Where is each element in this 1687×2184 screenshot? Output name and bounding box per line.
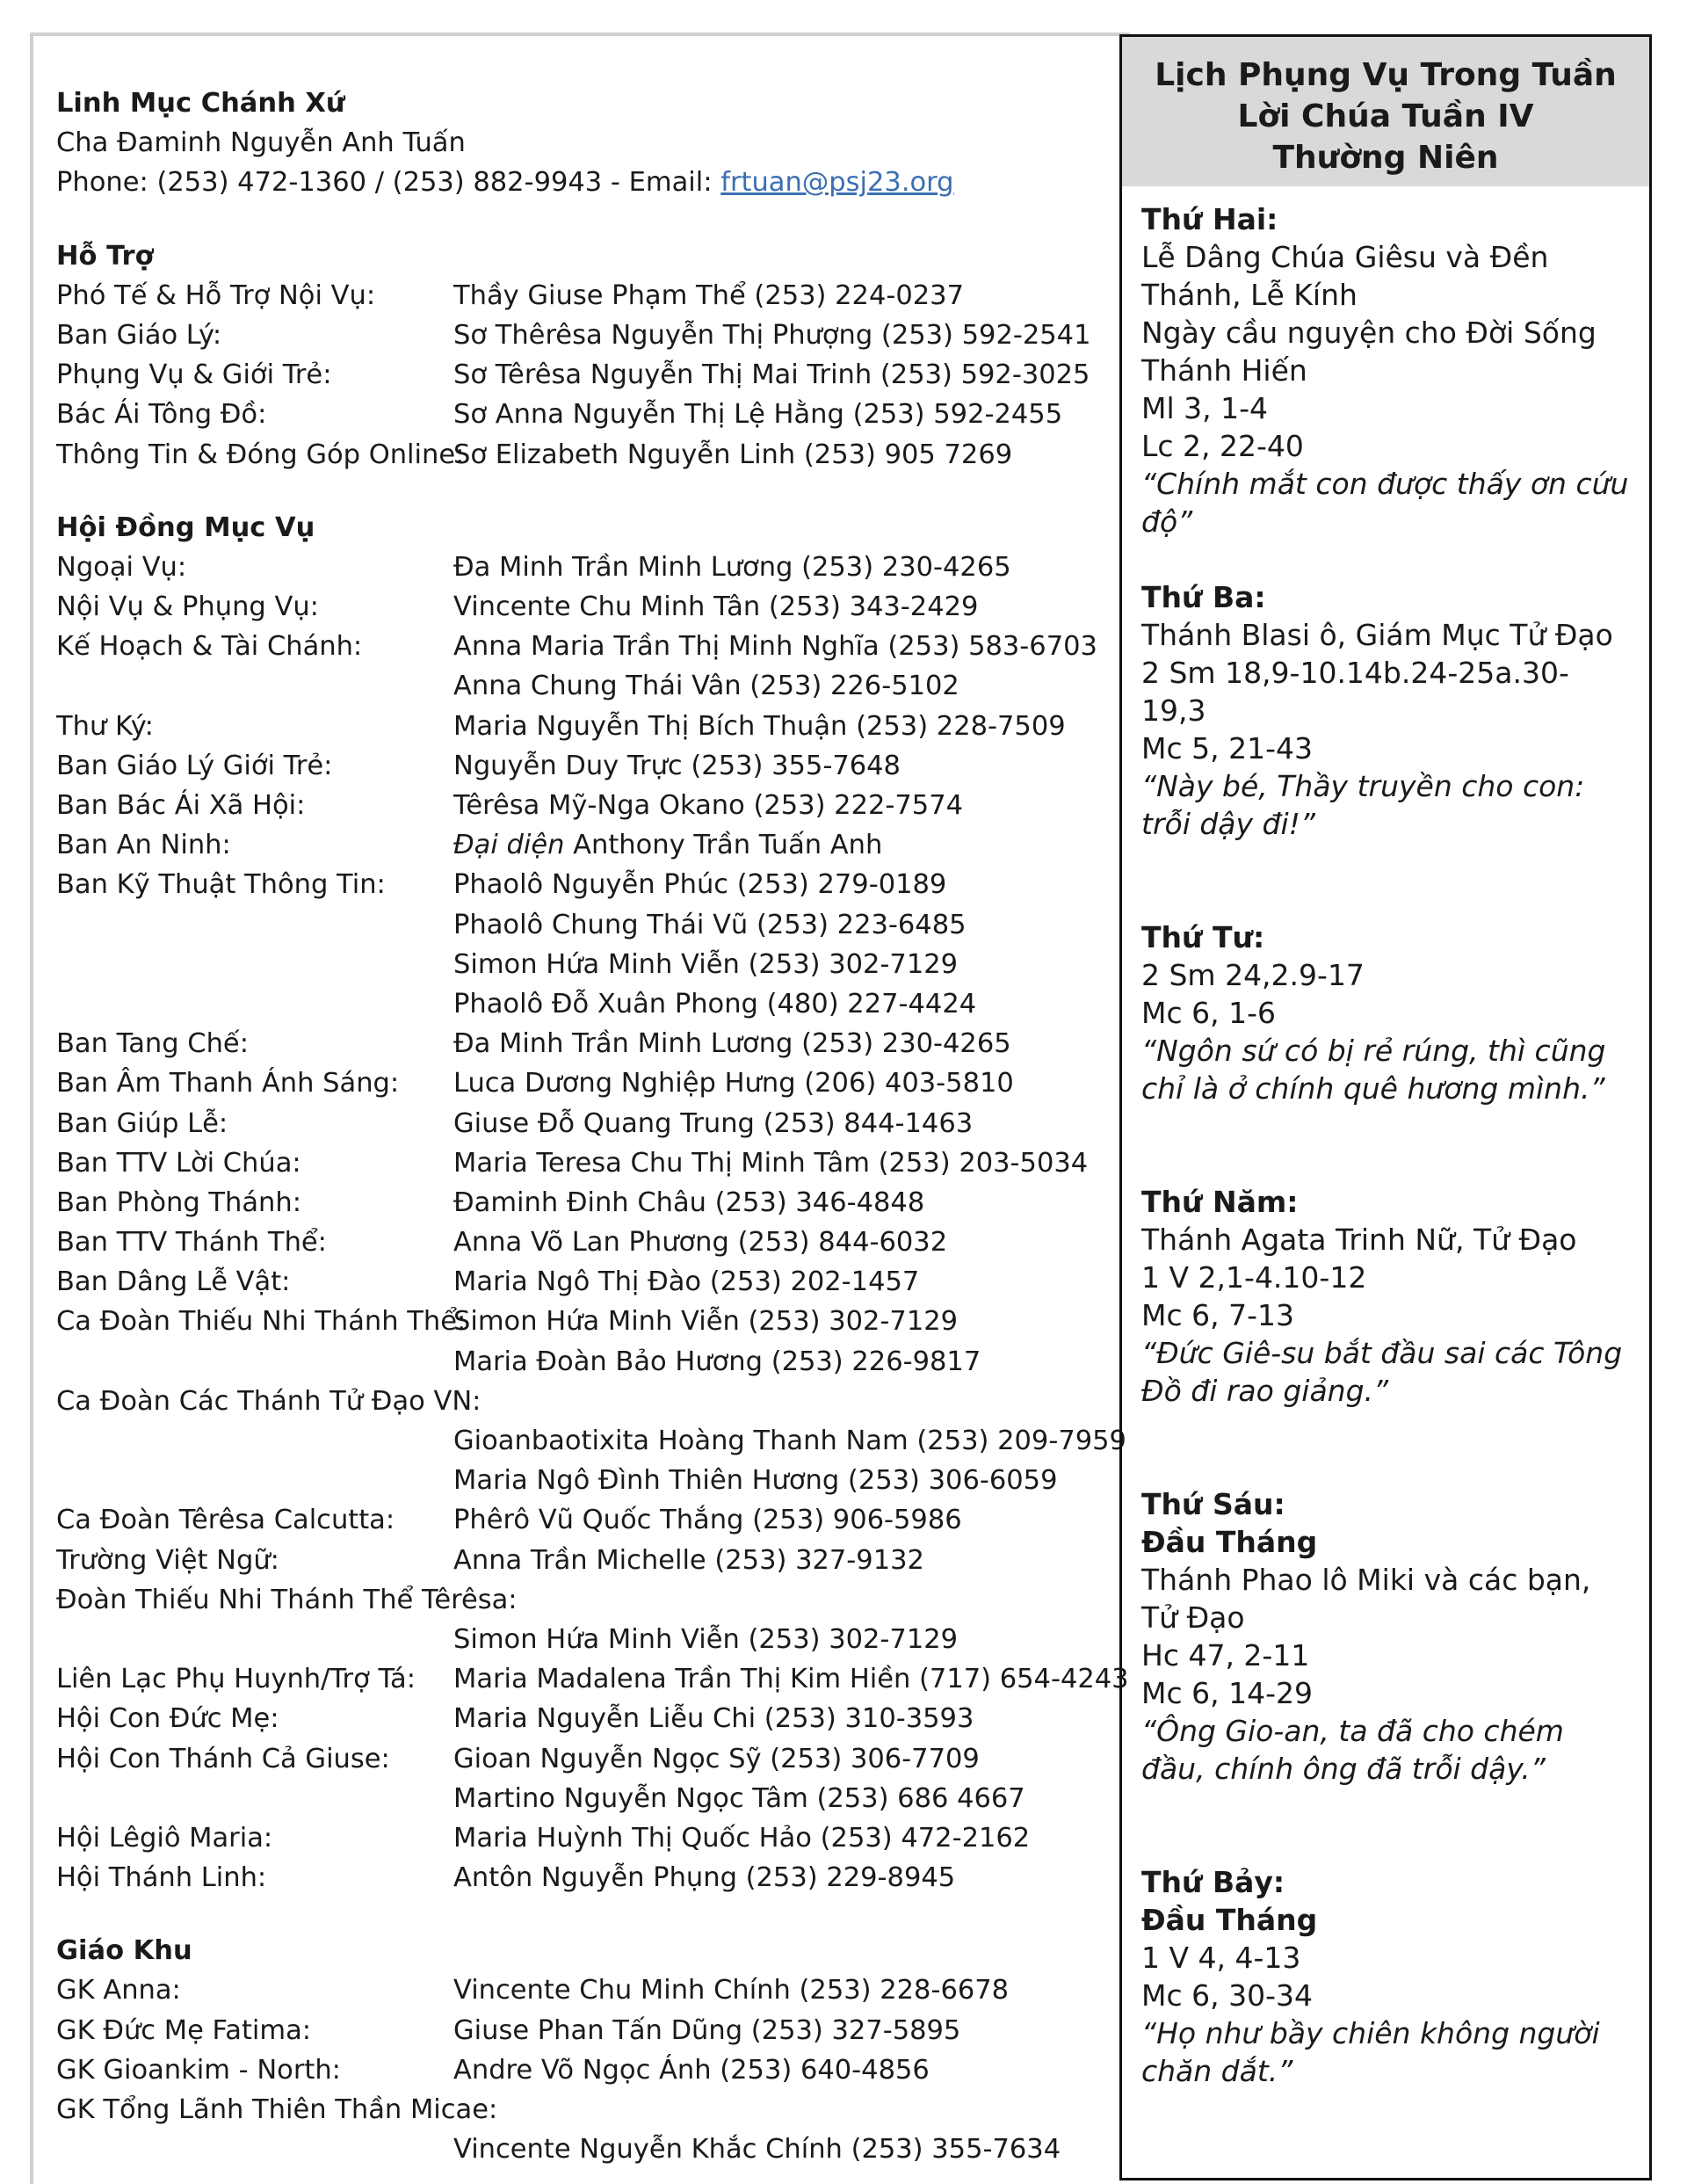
directory-row (56, 666, 1102, 706)
directory-row (56, 548, 1102, 587)
parish-directory (56, 83, 1129, 2169)
directory-row (56, 355, 1102, 395)
directory-row (56, 1541, 1102, 1580)
directory-row (56, 1104, 1102, 1143)
liturgy-header (1122, 37, 1649, 186)
directory-row (56, 1818, 1102, 1858)
liturgy-day-title: Thứ Sáu: (1141, 1487, 1285, 1521)
liturgy-title-line: Lịch Phụng Vụ Trong Tuần (1155, 57, 1617, 93)
choir-vn-member: Gioanbaotixita Hoàng Thanh Nam (253) 209-7959 (453, 1426, 1126, 1456)
directory-role: GK Anna: (56, 1975, 181, 2006)
directory-contact: Antôn Nguyễn Phụng (253) 229-8945 (453, 1862, 956, 1894)
directory-role: Ca Đoàn Têrêsa Calcutta: (56, 1505, 395, 1536)
directory-contact (453, 825, 882, 865)
directory-contact: Maria Madalena Trần Thị Kim Hiền (717) 654-4243 (453, 1664, 1129, 1695)
directory-role (56, 1779, 453, 1818)
directory-role: Hội Con Thánh Cả Giuse: (56, 1743, 390, 1774)
directory-role: Ban Phòng Thánh: (56, 1186, 301, 1218)
directory-role (56, 666, 453, 706)
directory-contact: Đa Minh Trần Minh Lương (253) 230-4265 (453, 1028, 1011, 1060)
liturgy-title-line: Thường Niên (1272, 140, 1499, 176)
youth-label: Đoàn Thiếu Nhi Thánh Thể Têrêsa: (56, 1584, 518, 1615)
directory-role: Ban Âm Thanh Ánh Sáng: (56, 1068, 400, 1099)
directory-contact: Anna Võ Lan Phương (253) 844-6032 (453, 1227, 948, 1259)
liturgy-reading: 2 Sm 18,9-10.14b.24-25a.30-19,3 (1141, 656, 1569, 728)
liturgy-reading: Ml 3, 1-4 (1141, 391, 1269, 425)
directory-row (56, 1779, 1102, 1818)
directory-contact: Giuse Phan Tấn Dũng (253) 327-5895 (453, 2014, 961, 2046)
liturgy-reading: Mc 5, 21-43 (1141, 731, 1313, 765)
directory-contact: Đaminh Đinh Châu (253) 346-4848 (453, 1186, 925, 1218)
liturgy-reading: Thánh Blasi ô, Giám Mục Tử Đạo (1141, 618, 1613, 652)
council-list-2 (56, 1500, 1102, 1579)
liturgy-day-subtitle: Đầu Tháng (1141, 1525, 1318, 1559)
directory-row (56, 1659, 1129, 1699)
directory-role: Ban Dâng Lễ Vật: (56, 1266, 291, 1298)
liturgy-quote: “Chính mắt con được thấy ơn cứu độ” (1141, 467, 1629, 539)
liturgy-reading: 1 V 4, 4-13 (1141, 1941, 1301, 1975)
directory-row (56, 1302, 1102, 1341)
directory-role: GK Gioankim - North: (56, 2054, 341, 2086)
liturgy-day (1141, 1183, 1633, 1410)
directory-row (56, 395, 1102, 434)
pastor-email-link[interactable]: frtuan@psj23.org (720, 167, 954, 199)
directory-contact: Nguyễn Duy Trực (253) 355-7648 (453, 750, 901, 781)
directory-contact: Anna Maria Trần Thị Minh Nghĩa (253) 583-6703 (453, 631, 1097, 663)
liturgy-day (1141, 918, 1633, 1107)
directory-contact: Phaolô Đỗ Xuân Phong (480) 227-4424 (453, 988, 977, 1019)
directory-row (56, 1858, 1102, 1897)
directory-role (56, 945, 453, 984)
directory-role (56, 984, 453, 1024)
pastor-heading: Linh Mục Chánh Xứ (56, 88, 345, 119)
directory-role: Ban TTV Thánh Thể: (56, 1227, 327, 1259)
directory-contact: Simon Hứa Minh Viễn (253) 302-7129 (453, 948, 959, 980)
directory-row (56, 1063, 1102, 1103)
choir-vn-member: Maria Ngô Đình Thiên Hương (253) 306-6059 (453, 1465, 1058, 1497)
support-heading: Hỗ Trợ (56, 240, 154, 272)
directory-contact: Phaolô Nguyễn Phúc (253) 279-0189 (453, 869, 947, 901)
page-left-rule (30, 33, 33, 2184)
page-top-rule (30, 33, 1130, 36)
directory-contact: Thầy Giuse Phạm Thể (253) 224-0237 (453, 279, 964, 311)
directory-contact: Sơ Anna Nguyễn Thị Lệ Hằng (253) 592-2455 (453, 399, 1063, 431)
directory-row (56, 587, 1102, 627)
directory-row (56, 746, 1102, 786)
liturgy-reading: Lc 2, 22-40 (1141, 429, 1304, 463)
liturgy-reading: Thánh Phao lô Miki và các bạn, Tử Đạo (1141, 1563, 1591, 1635)
directory-role: Kế Hoạch & Tài Chánh: (56, 631, 363, 663)
directory-role: Trường Việt Ngữ: (56, 1544, 279, 1576)
directory-row (56, 1739, 1102, 1779)
liturgy-reading: Thánh Agata Trinh Nữ, Tử Đạo (1141, 1223, 1577, 1257)
directory-row (56, 316, 1102, 355)
liturgy-title-line: Lời Chúa Tuần IV (1237, 98, 1534, 134)
directory-role: Ban Tang Chế: (56, 1028, 249, 1060)
directory-role: Ban Kỹ Thuật Thông Tin: (56, 869, 386, 901)
directory-contact: Maria Ngô Thị Đào (253) 202-1457 (453, 1266, 920, 1298)
directory-contact: Maria Nguyễn Thị Bích Thuận (253) 228-7509 (453, 710, 1066, 742)
directory-contact: Maria Teresa Chu Thị Minh Tâm (253) 203-5034 (453, 1147, 1089, 1179)
directory-contact: Luca Dương Nghiệp Hưng (206) 403-5810 (453, 1068, 1014, 1099)
liturgy-days (1122, 186, 1649, 2090)
directory-contact: Vincente Chu Minh Tân (253) 343-2429 (453, 591, 979, 623)
directory-row (56, 945, 1102, 984)
directory-role: Ban An Ninh: (56, 830, 231, 861)
liturgy-day-subtitle: Đầu Tháng (1141, 1903, 1318, 1937)
directory-contact: Andre Võ Ngọc Ánh (253) 640-4856 (453, 2054, 930, 2086)
directory-role: Nội Vụ & Phụng Vụ: (56, 591, 319, 623)
directory-role: Hội Con Đức Mẹ: (56, 1703, 279, 1735)
directory-contact-note: Đại diện (453, 830, 565, 861)
directory-role: Ban TTV Lời Chúa: (56, 1147, 301, 1179)
liturgy-day (1141, 1863, 1633, 2090)
directory-contact: Maria Nguyễn Liễu Chi (253) 310-3593 (453, 1703, 974, 1735)
liturgy-day-title: Thứ Ba: (1141, 580, 1266, 614)
pastor-contact-text: Phone: (253) 472-1360 / (253) 882-9943 - Email: (56, 167, 721, 199)
council-list (56, 548, 1102, 1382)
zones-heading: Giáo Khu (56, 1935, 192, 1967)
directory-row (56, 707, 1102, 746)
directory-contact: Anna Trần Michelle (253) 327-9132 (453, 1544, 924, 1576)
liturgy-reading: 1 V 2,1-4.10-12 (1141, 1260, 1367, 1295)
directory-role: Phụng Vụ & Giới Trẻ: (56, 359, 332, 391)
liturgy-day (1141, 200, 1633, 541)
directory-row (56, 1223, 1102, 1262)
directory-role: Ca Đoàn Thiếu Nhi Thánh Thể: (56, 1306, 467, 1338)
directory-row (56, 1970, 1102, 2010)
directory-row (56, 1183, 1102, 1223)
directory-row (56, 276, 1102, 316)
liturgy-reading: Hc 47, 2-11 (1141, 1638, 1310, 1672)
directory-role: Thư Ký: (56, 710, 154, 742)
directory-role: Ngoại Vụ: (56, 551, 187, 583)
directory-contact: Phaolô Chung Thái Vũ (253) 223-6485 (453, 909, 967, 940)
directory-row (56, 2011, 1102, 2050)
micae-member: Vincente Nguyễn Khắc Chính (253) 355-7634 (453, 2134, 1061, 2166)
directory-row (56, 825, 1102, 865)
liturgy-panel (1119, 34, 1652, 2180)
directory-role (56, 905, 453, 945)
liturgy-quote: “Đức Giê-su bắt đầu sai các Tông Đồ đi rao giảng.” (1141, 1336, 1623, 1408)
directory-role: Ban Giáo Lý: (56, 319, 222, 351)
directory-contact: Simon Hứa Minh Viễn (253) 302-7129 (453, 1306, 959, 1338)
directory-contact: Sơ Elizabeth Nguyễn Linh (253) 905 7269 (453, 439, 1013, 470)
directory-role: Phó Tế & Hỗ Trợ Nội Vụ: (56, 279, 376, 311)
council-heading: Hội Đồng Mục Vụ (56, 512, 315, 543)
liturgy-reading: Mc 6, 14-29 (1141, 1676, 1313, 1710)
liturgy-day-title: Thứ Hai: (1141, 202, 1278, 236)
directory-contact: Phêrô Vũ Quốc Thắng (253) 906-5986 (453, 1505, 962, 1536)
pastor-name: Cha Đaminh Nguyễn Anh Tuấn (56, 127, 466, 159)
directory-role: Hội Lêgiô Maria: (56, 1822, 273, 1854)
directory-role: GK Đức Mẹ Fatima: (56, 2014, 312, 2046)
directory-row (56, 1500, 1102, 1540)
liturgy-quote: “Ngôn sứ có bị rẻ rúng, thì cũng chỉ là ở chính quê hương mình.” (1141, 1034, 1606, 1106)
directory-contact: Vincente Chu Minh Chính (253) 228-6678 (453, 1975, 1010, 2006)
directory-row (56, 865, 1102, 904)
directory-contact-name: Anthony Trần Tuấn Anh (564, 830, 883, 861)
directory-role: Ban Bác Ái Xã Hội: (56, 790, 306, 821)
liturgy-day (1141, 1485, 1633, 1788)
liturgy-reading: Mc 6, 7-13 (1141, 1298, 1294, 1332)
directory-role: Ban Giúp Lễ: (56, 1107, 228, 1139)
liturgy-reading: Mc 6, 30-34 (1141, 1978, 1313, 2013)
council-list-3 (56, 1659, 1129, 1897)
youth-member: Simon Hứa Minh Viễn (253) 302-7129 (453, 1623, 959, 1655)
liturgy-day-title: Thứ Năm: (1141, 1185, 1299, 1219)
liturgy-reading: Mc 6, 1-6 (1141, 996, 1276, 1030)
directory-role: Thông Tin & Đóng Góp Online: (56, 439, 465, 470)
liturgy-quote: “Ông Gio-an, ta đã cho chém đầu, chính ông đã trỗi dậy.” (1141, 1714, 1564, 1786)
directory-contact: Martino Nguyễn Ngọc Tâm (253) 686 4667 (453, 1782, 1025, 1814)
liturgy-day (1141, 578, 1633, 843)
liturgy-reading: 2 Sm 24,2.9-17 (1141, 958, 1365, 992)
directory-row (56, 1262, 1102, 1302)
directory-contact: Anna Chung Thái Vân (253) 226-5102 (453, 671, 959, 702)
directory-row (56, 1143, 1102, 1183)
directory-contact: Sơ Thêrêsa Nguyễn Thị Phượng (253) 592-2541 (453, 319, 1091, 351)
micae-label: GK Tổng Lãnh Thiên Thần Micae: (56, 2094, 498, 2125)
directory-row (56, 905, 1102, 945)
directory-role (56, 1342, 453, 1382)
liturgy-day-title: Thứ Bảy: (1141, 1865, 1285, 1899)
liturgy-reading: Lễ Dâng Chúa Giêsu và Đền Thánh, Lễ Kính (1141, 240, 1549, 312)
liturgy-quote: “Họ như bầy chiên không người chăn dắt.” (1141, 2016, 1600, 2088)
directory-row (56, 1699, 1102, 1738)
liturgy-day-title: Thứ Tư: (1141, 920, 1265, 954)
support-list (56, 276, 1102, 475)
directory-row (56, 627, 1102, 666)
directory-role: Liên Lạc Phụ Huynh/Trợ Tá: (56, 1664, 416, 1695)
directory-contact: Đa Minh Trần Minh Lương (253) 230-4265 (453, 551, 1011, 583)
liturgy-reading: Ngày cầu nguyện cho Đời Sống Thánh Hiến (1141, 316, 1596, 388)
directory-contact: Gioan Nguyễn Ngọc Sỹ (253) 306-7709 (453, 1743, 980, 1774)
choir-vn-label: Ca Đoàn Các Thánh Tử Đạo VN: (56, 1385, 481, 1417)
directory-row (56, 786, 1102, 825)
directory-row (56, 2050, 1102, 2090)
zones-list (56, 1970, 1102, 2090)
directory-role: Bác Ái Tông Đồ: (56, 399, 267, 431)
directory-contact: Maria Đoàn Bảo Hương (253) 226-9817 (453, 1346, 981, 1377)
directory-contact: Sơ Têrêsa Nguyễn Thị Mai Trinh (253) 592-3025 (453, 359, 1090, 391)
liturgy-quote: “Này bé, Thầy truyền cho con: trỗi dậy đi!” (1141, 769, 1585, 841)
directory-contact: Têrêsa Mỹ-Nga Okano (253) 222-7574 (453, 790, 964, 821)
directory-row (56, 435, 1102, 475)
directory-row (56, 1024, 1102, 1063)
directory-contact: Maria Huỳnh Thị Quốc Hảo (253) 472-2162 (453, 1822, 1031, 1854)
directory-row (56, 984, 1102, 1024)
directory-row (56, 1342, 1102, 1382)
directory-contact: Giuse Đỗ Quang Trung (253) 844-1463 (453, 1107, 974, 1139)
pastor-contact (56, 163, 1102, 202)
directory-role: Ban Giáo Lý Giới Trẻ: (56, 750, 333, 781)
directory-role: Hội Thánh Linh: (56, 1862, 267, 1894)
